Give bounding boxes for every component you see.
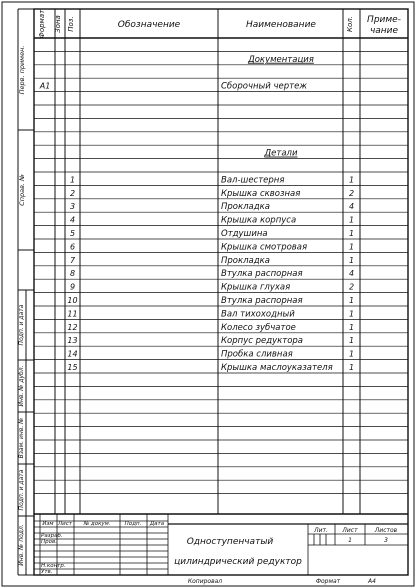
table-row	[70, 229, 354, 239]
side-label-original-inv: Инв. № подл.	[18, 524, 25, 566]
table-row	[67, 296, 354, 306]
header-name: Наименование	[246, 20, 316, 30]
cell-name: Детали	[264, 148, 298, 159]
cell-qty: 1	[348, 175, 355, 185]
cell-format: А1	[39, 81, 51, 91]
header-position: Поз.	[67, 16, 75, 32]
sheets-total: 3	[384, 537, 388, 544]
header-format: Формат	[38, 9, 46, 39]
cell-name: Крышка маслоуказателя	[221, 363, 333, 373]
header-designation: Обозначение	[117, 20, 181, 30]
sheet-number: 1	[348, 537, 352, 544]
table-row	[264, 149, 298, 159]
cell-qty: 4	[348, 202, 355, 212]
cell-name: Документация	[248, 54, 314, 65]
cell-name: Пробка сливная	[221, 349, 293, 360]
cell-qty: 1	[348, 255, 355, 265]
cell-pos: 15	[67, 363, 78, 372]
cell-qty: 1	[348, 349, 355, 359]
cell-qty: 4	[348, 269, 355, 279]
cell-pos: 5	[69, 229, 76, 238]
cell-name: Корпус редуктора	[221, 336, 304, 347]
header-quantity: Кол.	[346, 16, 354, 32]
cell-qty: 2	[348, 282, 355, 292]
header-note-line1: Приме-	[367, 15, 401, 25]
table-row	[70, 189, 354, 199]
cell-name: Крышка смотровая	[221, 242, 308, 253]
cell-pos: 8	[69, 269, 76, 279]
title-row-developed: Разраб.	[41, 533, 63, 539]
cell-name: Прокладка	[221, 255, 270, 266]
table-row	[70, 269, 354, 279]
cell-qty: 2	[348, 188, 355, 198]
cell-pos: 6	[69, 242, 76, 252]
title-row-norm-control: Н.контр.	[41, 563, 66, 569]
table-row	[70, 175, 354, 185]
side-label-first-use: Перв. примен.	[18, 45, 26, 95]
cell-pos: 10	[67, 296, 78, 305]
title-col-date: Дата	[149, 521, 165, 527]
lit-label: Лит.	[314, 527, 328, 534]
title-col-document: № докум.	[83, 521, 111, 527]
cell-qty: 1	[348, 296, 355, 305]
title-col-sheet: Лист	[58, 521, 72, 527]
table-row	[67, 363, 354, 373]
table-row	[67, 309, 354, 319]
table-row	[247, 55, 314, 65]
cell-qty: 1	[348, 242, 355, 252]
table-row	[67, 350, 354, 360]
document-title-line1: Одноступенчатый	[186, 537, 274, 547]
cell-name: Колесо зубчатое	[221, 322, 296, 333]
cell-pos: 12	[67, 322, 78, 332]
table-row	[39, 82, 308, 92]
header-note-line2: чание	[369, 26, 399, 36]
cell-name: Крышка сквозная	[221, 188, 301, 199]
title-row-checked: Пров.	[41, 539, 57, 545]
side-label-sign-date-1: Подп. и дата	[18, 304, 25, 346]
side-label-sign-date-2: Подп. и дата	[18, 469, 25, 511]
footer-format-label: Формат	[315, 578, 341, 585]
cell-name: Втулка распорная	[221, 296, 303, 306]
cell-pos: 13	[67, 336, 78, 346]
cell-pos: 3	[69, 202, 76, 212]
cell-name: Крышка глухая	[221, 282, 291, 293]
cell-name: Прокладка	[221, 202, 270, 213]
title-col-signature: Подп.	[124, 521, 142, 527]
cell-qty: 1	[348, 215, 355, 225]
cell-qty: 1	[348, 363, 355, 372]
side-label-dup-inv: Инв. № дубл.	[18, 365, 25, 407]
cell-pos: 4	[69, 215, 76, 225]
table-row	[70, 256, 354, 266]
sheet-outer-frame	[2, 2, 414, 586]
sheet-label: Лист	[342, 527, 358, 534]
cell-pos: 9	[69, 282, 76, 292]
table-row	[67, 336, 354, 346]
table-row	[67, 323, 354, 333]
cell-qty: 1	[348, 322, 355, 332]
title-col-change: Изм	[42, 521, 54, 527]
cell-name: Отдушина	[221, 229, 268, 239]
header-zone: Зона	[54, 15, 62, 33]
cell-pos: 11	[67, 309, 78, 319]
table-row	[70, 202, 354, 212]
cell-name: Сборочный чертеж	[221, 81, 307, 92]
cell-qty: 1	[348, 309, 355, 319]
cell-qty: 1	[348, 336, 355, 346]
cell-name: Втулка распорная	[221, 269, 303, 280]
specification-rows	[39, 55, 354, 373]
cell-pos: 7	[69, 255, 76, 265]
table-column-lines	[55, 9, 360, 514]
side-label-reference-no: Справ. №	[18, 174, 26, 206]
table-row	[70, 283, 354, 293]
document-title-line2: цилиндрический редуктор	[174, 557, 302, 567]
cell-name: Вал тихоходный	[221, 309, 295, 320]
cell-pos: 1	[69, 175, 76, 185]
table-row	[70, 242, 354, 252]
sheets-total-label: Листов	[374, 527, 398, 534]
footer-copied: Копировал	[187, 578, 223, 585]
cell-name: Крышка корпуса	[221, 215, 297, 226]
side-label-replace-inv: Взам. инв. №	[18, 417, 25, 459]
title-row-approved: Утв.	[41, 569, 53, 575]
cell-name: Вал-шестерня	[221, 175, 285, 186]
cell-pos: 14	[67, 349, 78, 359]
table-row	[70, 216, 354, 226]
cell-qty: 1	[348, 229, 355, 238]
footer-format-value: А4	[368, 578, 376, 585]
cell-pos: 2	[69, 188, 76, 198]
